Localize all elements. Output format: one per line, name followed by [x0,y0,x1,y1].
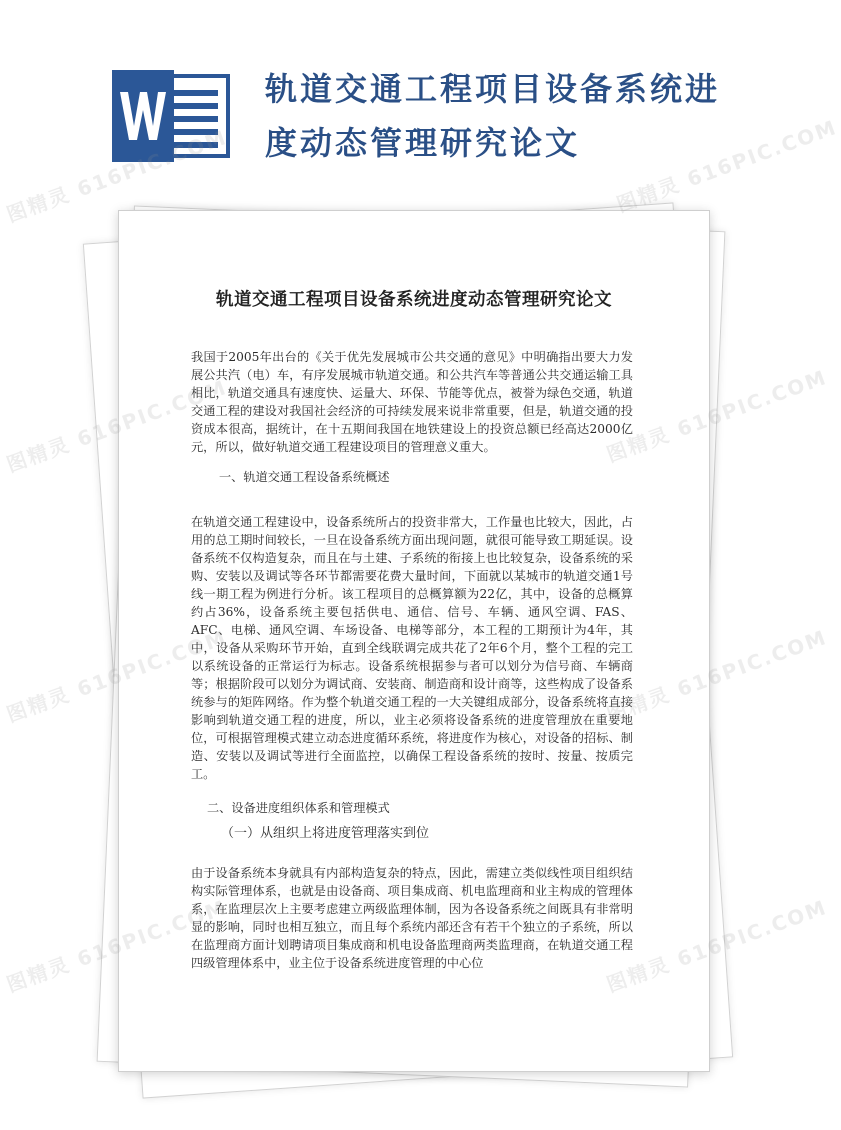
paragraph-intro: 我国于2005年出台的《关于优先发展城市公共交通的意见》中明确指出要大力发展公共汽（电）车，有序发展城市轨道交通。和公共汽车等普通公共交通运输工具相比，轨道交通具有速度快、运量大、环保、节能等优点，被誉为绿色交通，轨道交通工程的建设对我国社会经济的可持续发展来说非常重要，但是，轨道交通的投资成本很高，据统计，在十五期间我国在地铁建设上的投资总额已经高达2000亿元，所以，做好轨道交通工程建设项目的管理意义重大。 [191,350,633,454]
page-title: 轨道交通工程项目设备系统进度动态管理研究论文 [265,70,721,162]
watermark: 616PIC.COM [673,364,831,442]
watermark: 图精灵 [3,951,74,997]
document-page [118,210,710,1072]
paragraph-organization: 由于设备系统本身就具有内部构造复杂的特点，因此，需建立类似线性项目组织结构实际管理体系，也就是由设备商、项目集成商、机电监理商和业主构成的管理体系，在监理层次上主要考虑建立两级监理体制，因为各设备系统之间既具有非常明显的影响，同时也相互独立，而且每个系统内部还含有若干个独立的子系统，所以在监理商方面计划聘请项目集成商和机电设备监理商两类监理商，在轨道交通工程四级管理体系中，业主位于设备系统进度管理的中心位 [191,866,633,970]
watermark: 图精灵 616PIC.COM [603,624,831,727]
watermark: 图精灵 616PIC.COM [3,124,231,227]
word-document-icon [112,70,232,162]
document-title: 轨道交通工程项目设备系统进度动态管理研究论文 [216,290,612,310]
section-heading-organization: 二、设备进度组织体系和管理模式 [207,801,390,815]
subsection-heading-organization: （一）从组织上将进度管理落实到位 [221,826,430,841]
watermark: 图精灵 [3,431,74,477]
watermark: 616PIC.COM [673,894,831,972]
paragraph-overview: 在轨道交通工程建设中，设备系统所占的投资非常大，工作量也比较大，因此，占用的总工期时间较长，一旦在设备系统方面出现问题，就很可能导致工期延误。设备系统不仅构造复杂，而且在与土建、子系统的衔接上也比较复杂，设备系统的采购、安装以及调试等各环节都需要花费大量时间，下面就以某城市的轨道交通1号线一期工程为例进行分析。该工程项目的总概算额为22亿，其中，设备的总概算约占36%，设备系统主要包括供电、通信、信号、车辆、通风空调、FAS、AFC、电梯、通风空调、车场设备、电梯等部分，本工程的工期预计为4年，其中，设备从采购环节开始，直到全线联调完成共花了2年6个月，整个工程的完工以系统设备的正常运行为标志。设备系统根据参与者可以划分为信号商、车辆商等；根据阶段可以划分为调试商、安装商、制造商和设计商等，这些构成了设备系统参与的矩阵网络。作为整个轨道交通工程的一大关键组成部分，设备系统将直接影响到轨道交通工程的进度，所以，业主必须将设备系统的进度管理放在重要地位，可根据管理模式建立动态进度循环系统，将进度作为核心，对设备的招标、制造、安装以及调试等进行全面监控，以确保工程设备系统的按时、按量、按质完工。 [191,515,633,781]
watermark: 图精灵 616PIC.COM [613,114,841,217]
section-heading-overview: 一、轨道交通工程设备系统概述 [219,470,390,484]
watermark: 图精灵 [3,681,74,727]
